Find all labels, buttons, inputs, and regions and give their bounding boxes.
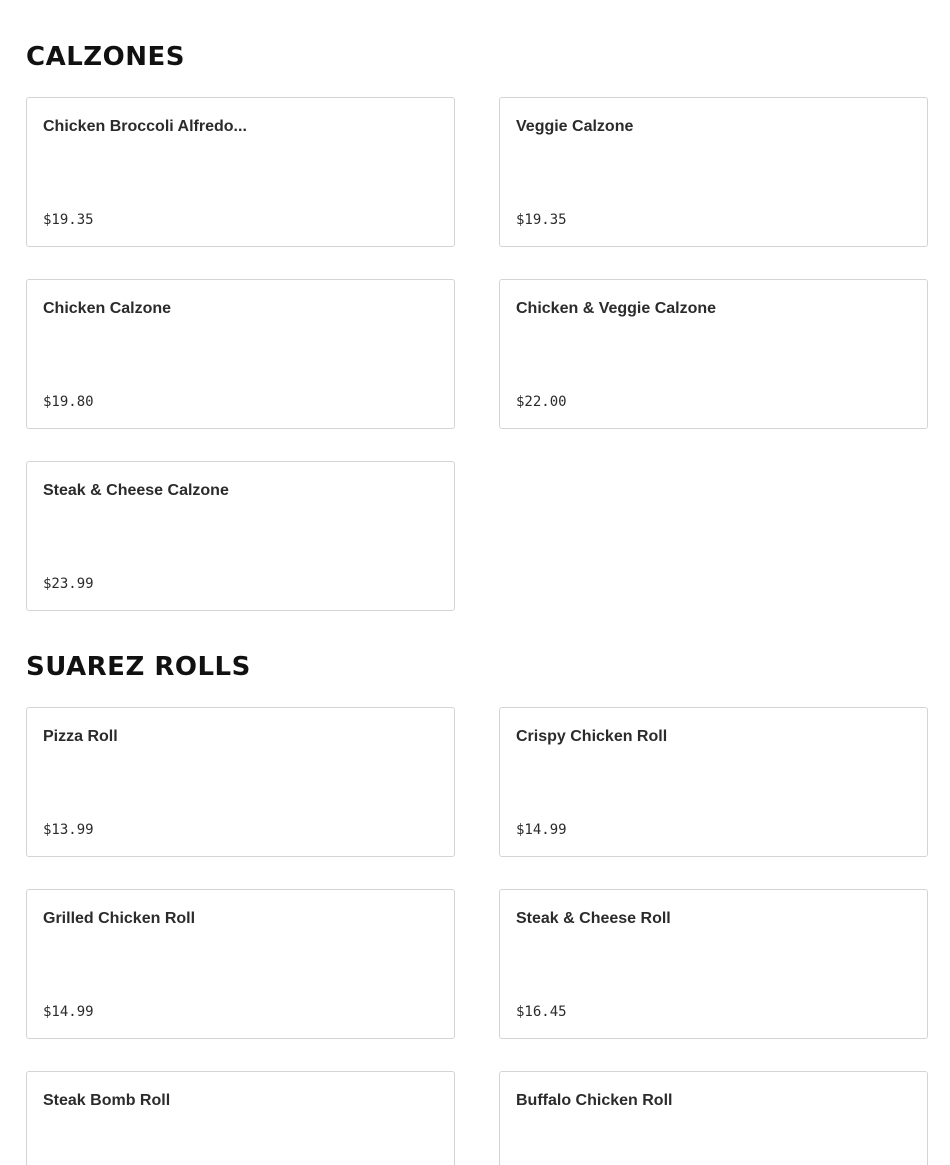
menu-item-name: Buffalo Chicken Roll	[516, 1092, 673, 1109]
menu-item-card[interactable]	[26, 279, 455, 429]
menu-item-name: Steak Bomb Roll	[43, 1092, 171, 1109]
menu-item-name: Steak & Cheese Roll	[516, 910, 671, 927]
menu-item-price: $14.99	[43, 1004, 94, 1020]
menu-item-card[interactable]	[499, 97, 928, 247]
menu-item-name: Steak & Cheese Calzone	[43, 482, 229, 499]
menu-item-price: $14.99	[516, 822, 567, 838]
menu-item-card[interactable]	[26, 889, 455, 1039]
menu-item-name: Crispy Chicken Roll	[516, 728, 668, 745]
menu-item-card[interactable]	[26, 461, 455, 611]
menu-item-card[interactable]	[499, 279, 928, 429]
menu-item-card[interactable]	[26, 97, 455, 247]
menu-item-card[interactable]	[499, 707, 928, 857]
menu-item-price: $23.99	[43, 576, 94, 592]
menu-item-price: $19.80	[43, 394, 94, 410]
menu-item-name: Pizza Roll	[43, 728, 118, 745]
menu-item-name: Chicken & Veggie Calzone	[516, 300, 717, 317]
section-title-calzones: CALZONES	[26, 42, 185, 72]
menu-item-price: $13.99	[43, 822, 94, 838]
menu-item-name: Grilled Chicken Roll	[43, 910, 196, 927]
menu-item-price: $22.00	[516, 394, 567, 410]
menu-item-card[interactable]	[26, 707, 455, 857]
menu-item-card[interactable]	[499, 1071, 928, 1165]
menu-item-name: Chicken Broccoli Alfredo...	[43, 118, 247, 135]
menu-item-card[interactable]	[499, 889, 928, 1039]
menu-item-price: $19.35	[43, 212, 94, 228]
menu-item-name: Veggie Calzone	[516, 118, 634, 135]
menu-item-card[interactable]	[26, 1071, 455, 1165]
menu-item-price: $16.45	[516, 1004, 567, 1020]
section-title-suarez-rolls: SUAREZ ROLLS	[26, 652, 251, 682]
menu-item-name: Chicken Calzone	[43, 300, 172, 317]
menu-item-price: $19.35	[516, 212, 567, 228]
